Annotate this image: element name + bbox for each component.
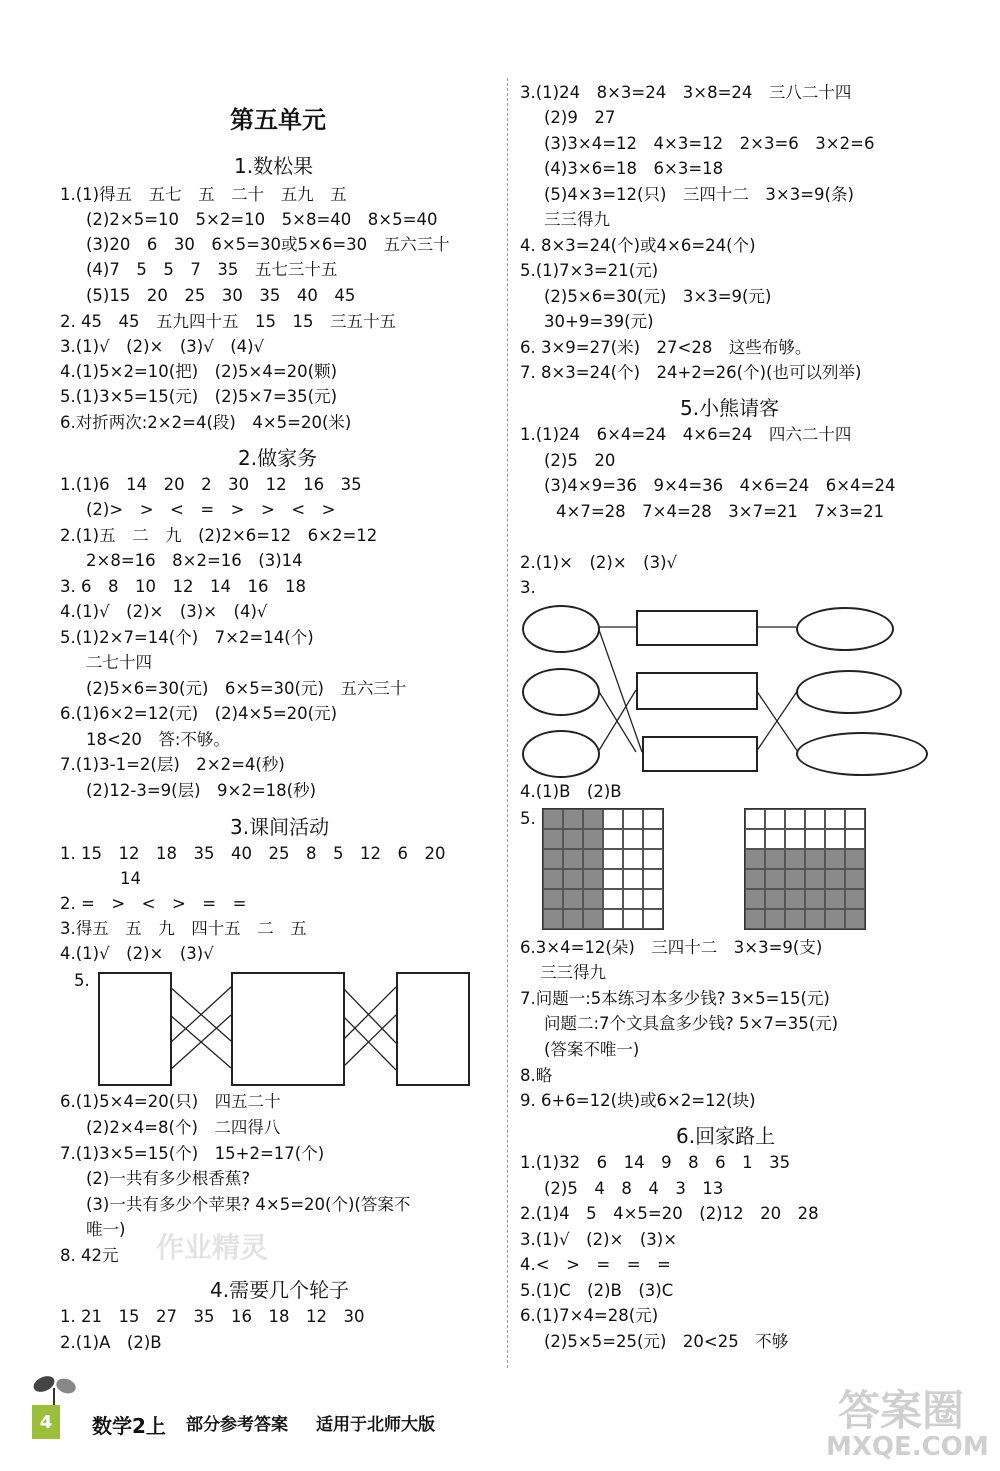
rect-mid <box>642 736 758 772</box>
answer-line: 6.3×4=12(朵) 三四十二 3×3=9(支) <box>520 938 823 957</box>
answer-line: 3.(1)24 8×3=24 3×8=24 三八二十四 <box>520 83 852 102</box>
answer-line: 2.(1)4 5 4×5=20 (2)12 20 28 <box>520 1204 819 1223</box>
section-title-1: 1.数松果 <box>234 154 314 178</box>
answer-line: 5.(1)3×5=15(元) (2)5×7=35(元) <box>60 387 338 406</box>
answer-line: 2.(1)× (2)× (3)√ <box>520 553 678 572</box>
answer-line: 5. <box>74 971 90 990</box>
answer-line: 1. 15 12 18 35 40 25 8 5 12 6 20 <box>60 844 446 863</box>
grid-cell <box>745 869 765 889</box>
oval-right <box>796 670 902 714</box>
footer-label: 部分参考答案 <box>186 1415 288 1435</box>
grid-cell <box>603 889 623 909</box>
answer-line: 18<20 答:不够。 <box>86 730 230 749</box>
grid-cell <box>785 809 805 829</box>
grid-cell <box>745 829 765 849</box>
section-title-5: 5.小熊请客 <box>680 396 780 420</box>
oval-left <box>522 730 600 778</box>
grid-cell <box>845 869 865 889</box>
answer-line: 3.(1)√ (2)× (3)× <box>520 1230 678 1249</box>
grid-cell <box>623 849 643 869</box>
answer-line: 6.(1)6×2=12(元) (2)4×5=20(元) <box>60 704 338 723</box>
grid-cell <box>785 829 805 849</box>
answer-line: 1.(1)24 6×4=24 4×6=24 四六二十四 <box>520 425 852 444</box>
grid-cell <box>583 829 603 849</box>
answer-line: 2. 45 45 五九四十五 15 15 三五十五 <box>60 312 396 331</box>
answer-line: 1. 21 15 27 35 16 18 12 30 <box>60 1307 365 1326</box>
answer-line: 4.(1)√ (2)× (3)√ <box>60 944 214 963</box>
unit-title: 第五单元 <box>230 106 326 134</box>
grid-cell <box>643 909 663 929</box>
grid-cell <box>745 809 765 829</box>
answer-line: 3.得五 五 九 四十五 二 五 <box>60 919 307 938</box>
grid-cell <box>583 909 603 929</box>
grid-figure-a <box>542 808 664 930</box>
grid-cell <box>845 909 865 929</box>
grid-cell <box>745 849 765 869</box>
grid-cell <box>825 909 845 929</box>
answer-line: 8. 42元 <box>60 1246 119 1265</box>
grid-cell <box>785 849 805 869</box>
answer-line: 4.(1)√ (2)× (3)× (4)√ <box>60 602 268 621</box>
answer-line: (2)> > < = > > < > <box>86 500 336 519</box>
grid-cell <box>643 829 663 849</box>
page-number: 4 <box>32 1405 60 1439</box>
answer-line: 4. 8×3=24(个)或4×6=24(个) <box>520 236 756 255</box>
footer-subject: 数学2上 <box>92 1414 166 1438</box>
footer-edition: 适用于北师大版 <box>316 1415 435 1435</box>
answer-line: 9. 6+6=12(块)或6×2=12(块) <box>520 1091 756 1110</box>
grid-cell <box>543 829 563 849</box>
sprout-icon <box>30 1372 80 1408</box>
answer-line: (5)15 20 25 30 35 40 45 <box>86 286 356 305</box>
grid-cell <box>785 889 805 909</box>
answer-line: 7.问题一:5本练习本多少钱? 3×5=15(元) <box>520 989 830 1008</box>
grid-cell <box>623 889 643 909</box>
grid-cell <box>765 869 785 889</box>
grid-cell <box>745 909 765 929</box>
answer-line: 7. 8×3=24(个) 24+2=26(个)(也可以列举) <box>520 363 862 382</box>
answer-line: (2)5×5=25(元) 20<25 不够 <box>544 1332 789 1351</box>
answer-line: 1.(1)32 6 14 9 8 6 1 35 <box>520 1153 791 1172</box>
grid-cell <box>825 829 845 849</box>
answer-line: 4.< > = = = <box>520 1255 671 1274</box>
answer-line: 3. 6 8 10 12 14 16 18 <box>60 577 306 596</box>
grid-cell <box>765 829 785 849</box>
grid-cell <box>563 809 583 829</box>
grid-cell <box>583 869 603 889</box>
grid-cell <box>543 869 563 889</box>
answer-line: (答案不唯一) <box>544 1040 640 1059</box>
grid-figure-b <box>744 808 866 930</box>
answer-line: 5.(1)7×3=21(元) <box>520 261 659 280</box>
grid-cell <box>825 889 845 909</box>
answer-line: 30+9=39(元) <box>544 312 654 331</box>
watermark-stamp: 作业精灵 <box>156 1231 269 1264</box>
section-title-3: 3.课间活动 <box>230 815 330 839</box>
answer-line: 1.(1)得五 五七 五 二十 五九 五 <box>60 185 347 204</box>
oval-right <box>796 607 894 651</box>
answer-line: (2)一共有多少根香蕉? <box>86 1169 251 1188</box>
grid-cell <box>563 849 583 869</box>
grid-cell <box>805 869 825 889</box>
answer-line: 二七十四 <box>86 653 152 672</box>
grid-cell <box>543 889 563 909</box>
answer-line: 3. <box>520 578 536 597</box>
answer-line: 6.对折两次:2×2=4(段) 4×5=20(米) <box>60 413 352 432</box>
answer-line: 8.略 <box>520 1066 553 1085</box>
grid-cell <box>643 849 663 869</box>
answer-line: 三三得九 <box>540 963 606 982</box>
grid-cell <box>765 849 785 869</box>
answer-line: 7.(1)3-1=2(层) 2×2=4(秒) <box>60 755 285 774</box>
grid-cell <box>805 809 825 829</box>
answer-line: (3)20 6 30 6×5=30或5×6=30 五六三十 <box>86 235 450 254</box>
grid-cell <box>845 849 865 869</box>
grid-cell <box>543 809 563 829</box>
answer-line: 7.(1)3×5=15(个) 15+2=17(个) <box>60 1144 325 1163</box>
answer-line: 唯一) <box>86 1220 126 1239</box>
grid-cell <box>845 809 865 829</box>
grid-cell <box>603 849 623 869</box>
answer-line: 2.(1)五 二 九 (2)2×6=12 6×2=12 <box>60 526 378 545</box>
grid-cell <box>825 869 845 889</box>
answer-line: 4.(1)B (2)B <box>520 782 622 801</box>
grid-cell <box>603 869 623 889</box>
grid-cell <box>623 909 643 929</box>
grid-cell <box>543 849 563 869</box>
rect-mid <box>636 610 758 646</box>
grid-cell <box>825 849 845 869</box>
grid-cell <box>805 849 825 869</box>
grid-cell <box>583 809 603 829</box>
answer-line: (2)12-3=9(层) 9×2=18(秒) <box>86 781 317 800</box>
answer-line: (4)3×6=18 6×3=18 <box>544 159 724 178</box>
answer-line: 4×7=28 7×4=28 3×7=21 7×3=21 <box>556 502 885 521</box>
grid-cell <box>825 809 845 829</box>
answer-line: 三三得九 <box>544 210 610 229</box>
section-title-4: 4.需要几个轮子 <box>210 1278 350 1302</box>
answer-line: (4)7 5 5 7 35 五七三十五 <box>86 260 338 279</box>
grid-cell <box>643 869 663 889</box>
oval-left <box>522 605 600 653</box>
grid-cell <box>805 829 825 849</box>
grid-cell <box>603 909 623 929</box>
grid-cell <box>765 809 785 829</box>
rect-mid <box>636 672 758 710</box>
grid-cell <box>563 889 583 909</box>
grid-cell <box>845 829 865 849</box>
answer-line: 1.(1)6 14 20 2 30 12 16 35 <box>60 475 362 494</box>
grid-cell <box>623 869 643 889</box>
grid-cell <box>785 869 805 889</box>
answer-line: (2)5×6=30(元) 6×5=30(元) 五六三十 <box>86 679 407 698</box>
answer-line: 6.(1)7×4=28(元) <box>520 1306 659 1325</box>
grid-cell <box>745 889 765 909</box>
grid-cell <box>643 889 663 909</box>
answer-line: (3)4×9=36 9×4=36 4×6=24 6×4=24 <box>544 476 896 495</box>
answer-line: 6. 3×9=27(米) 27<28 这些布够。 <box>520 338 812 357</box>
grid-cell <box>583 889 603 909</box>
watermark-url: MXQE.COM <box>826 1432 989 1462</box>
grid-cell <box>603 829 623 849</box>
grid-cell <box>805 889 825 909</box>
grid-cell <box>765 889 785 909</box>
answer-line: 5.(1)C (2)B (3)C <box>520 1281 674 1300</box>
grid-cell <box>785 909 805 929</box>
grid-cell <box>563 829 583 849</box>
answer-line: 2×8=16 8×2=16 (3)14 <box>86 551 303 570</box>
section-title-2: 2.做家务 <box>238 446 318 470</box>
answer-line: (3)一共有多少个苹果? 4×5=20(个)(答案不 <box>86 1195 411 1214</box>
oval-right <box>796 732 928 776</box>
answer-line: (3)3×4=12 4×3=12 2×3=6 3×2=6 <box>544 134 875 153</box>
answer-line: (2)5 4 8 4 3 13 <box>544 1179 724 1198</box>
grid-cell <box>543 909 563 929</box>
answer-line: 5.(1)2×7=14(个) 7×2=14(个) <box>60 628 314 647</box>
answer-line: (2)5×6=30(元) 3×3=9(元) <box>544 287 772 306</box>
answer-line: 问题二:7个文具盒多少钱? 5×7=35(元) <box>544 1014 839 1033</box>
grid-cell <box>603 809 623 829</box>
oval-left <box>522 668 600 716</box>
watermark-logo: 答案圈 <box>838 1386 965 1435</box>
answer-line: (5)4×3=12(只) 三四十二 3×3=9(条) <box>544 185 854 204</box>
section-title-6: 6.回家路上 <box>676 1124 776 1148</box>
answer-line: 6.(1)5×4=20(只) 四五二十 <box>60 1092 281 1111</box>
answer-line: (2)5 20 <box>544 451 616 470</box>
answer-line: 4.(1)5×2=10(把) (2)5×4=20(颗) <box>60 362 338 381</box>
grid-cell <box>805 909 825 929</box>
grid-cell <box>583 849 603 869</box>
answer-line: 5. <box>520 809 536 828</box>
grid-cell <box>563 909 583 929</box>
answer-line: (2)2×4=8(个) 二四得八 <box>86 1118 281 1137</box>
answer-line: 3.(1)√ (2)× (3)√ (4)√ <box>60 337 265 356</box>
grid-cell <box>845 889 865 909</box>
grid-cell <box>623 809 643 829</box>
grid-cell <box>563 869 583 889</box>
grid-cell <box>765 909 785 929</box>
grid-cell <box>643 809 663 829</box>
answer-line: 14 <box>120 869 141 888</box>
answer-line: 2. = > < > = = <box>60 894 247 913</box>
grid-cell <box>623 829 643 849</box>
answer-line: 2.(1)A (2)B <box>60 1333 162 1352</box>
answer-line: (2)2×5=10 5×2=10 5×8=40 8×5=40 <box>86 210 438 229</box>
answer-line: (2)9 27 <box>544 108 616 127</box>
